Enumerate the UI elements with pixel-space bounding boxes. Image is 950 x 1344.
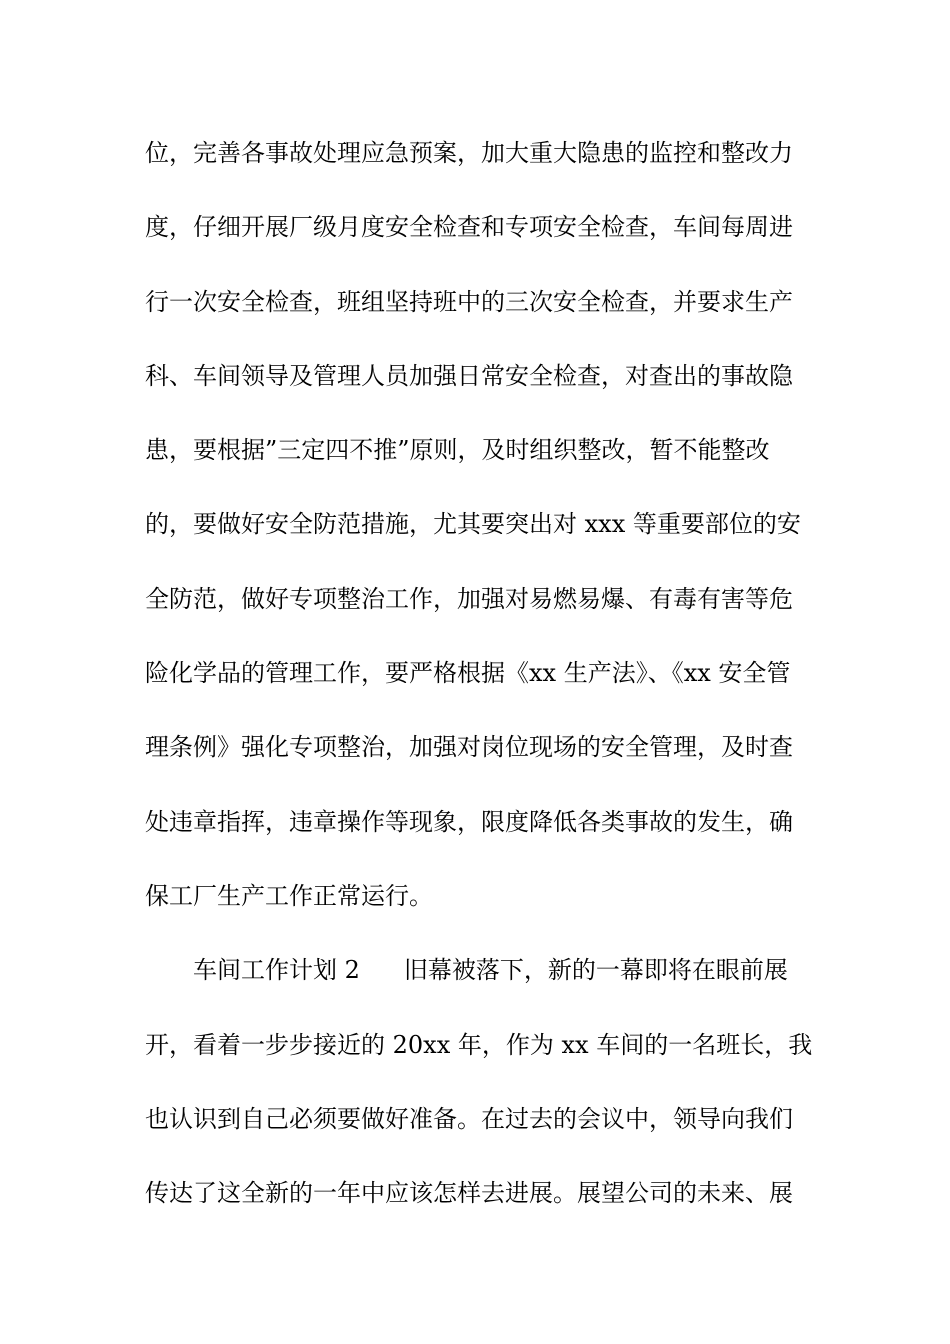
paragraph-line: 理条例》强化专项整治，加强对岗位现场的安全管理，及时查 bbox=[145, 733, 793, 762]
paragraph-line: 的，要做好安全防范措施，尤其要突出对 xxx 等重要部位的安 bbox=[145, 510, 801, 539]
paragraph-line: 全防范，做好专项整治工作，加强对易燃易爆、有毒有害等危 bbox=[145, 584, 793, 613]
paragraph-line: 度，仔细开展厂级月度安全检查和专项安全检查，车间每周进 bbox=[145, 213, 793, 242]
paragraph-line: 科、车间领导及管理人员加强日常安全检查，对查出的事故隐 bbox=[145, 361, 793, 390]
section-heading: 车间工作计划 2 bbox=[193, 956, 360, 985]
paragraph-line: 处违章指挥，违章操作等现象，限度降低各类事故的发生，确 bbox=[145, 807, 793, 836]
document-body bbox=[145, 130, 815, 1244]
paragraph-line: 险化学品的管理工作，要严格根据《xx 生产法》、《xx 安全管 bbox=[145, 659, 791, 688]
section-first-line bbox=[145, 947, 815, 1021]
section-first-text: 旧幕被落下，新的一幕即将在眼前展 bbox=[403, 956, 788, 985]
paragraph-line: 也认识到自己必须要做好准备。在过去的会议中，领导向我们 bbox=[145, 1104, 793, 1133]
paragraph-line: 位，完善各事故处理应急预案，加大重大隐患的监控和整改力 bbox=[145, 139, 793, 167]
paragraph-line: 保工厂生产工作正常运行。 bbox=[145, 881, 433, 910]
paragraph-line: 开，看着一步步接近的 20xx 年，作为 xx 车间的一名班长，我 bbox=[145, 1030, 813, 1059]
paragraph-line: 传达了这全新的一年中应该怎样去进展。展望公司的未来、展 bbox=[145, 1179, 793, 1208]
paragraph-line: 行一次安全检查，班组坚持班中的三次安全检查，并要求生产 bbox=[145, 287, 793, 316]
paragraph-line: 患，要根据”三定四不推”原则，及时组织整改，暂不能整改 bbox=[145, 436, 770, 465]
